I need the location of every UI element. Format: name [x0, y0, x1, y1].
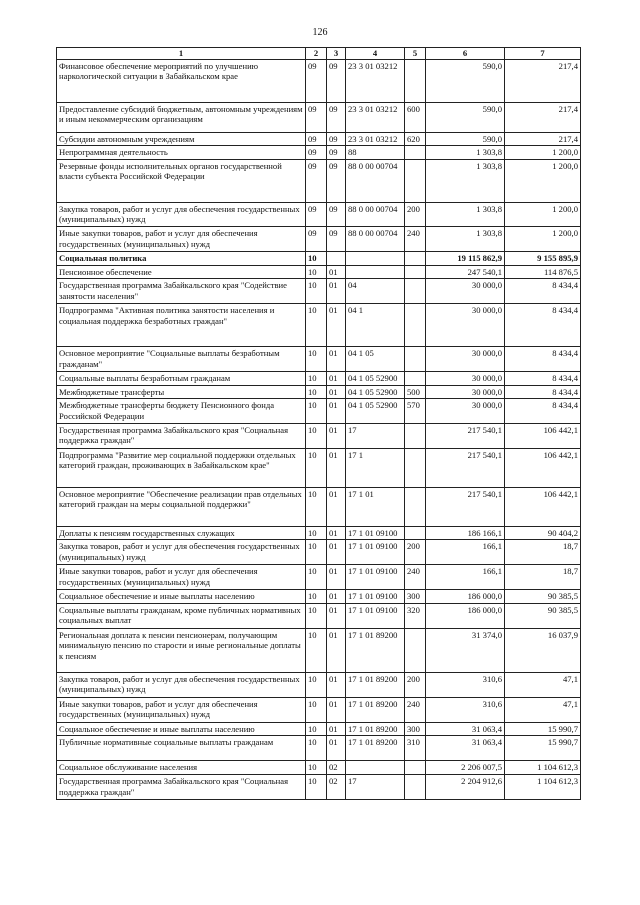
row-amount-executed-cell: 90 404,2	[505, 526, 581, 540]
row-amount-executed-cell: 1 200,0	[505, 202, 581, 226]
row-name-cell: Закупка товаров, работ и услуг для обеспечения государственных (муниципальных) нужд	[57, 672, 306, 697]
row-amount-plan-cell: 166,1	[426, 565, 505, 590]
row-name-cell: Региональная доплата к пенсии пенсионерам, получающим минимальную пенсию по старости и иные региональные доплаты к пенсиям	[57, 628, 306, 672]
table-row	[57, 697, 581, 722]
row-target-article-cell: 04 1 05 52900	[346, 399, 405, 423]
row-amount-plan-cell: 30 000,0	[426, 372, 505, 386]
row-expense-type-cell: 320	[405, 603, 426, 628]
row-expense-type-cell	[405, 347, 426, 372]
row-name-cell: Социальная политика	[57, 251, 306, 265]
row-amount-executed-cell: 106 442,1	[505, 487, 581, 526]
row-expense-type-cell: 620	[405, 132, 426, 146]
row-subsection-cell: 01	[327, 526, 346, 540]
row-section-cell: 10	[306, 423, 327, 448]
row-amount-plan-cell: 1 303,8	[426, 202, 505, 226]
table-row	[57, 102, 581, 132]
row-target-article-cell: 04 1 05 52900	[346, 372, 405, 386]
row-amount-plan-cell: 30 000,0	[426, 279, 505, 304]
row-expense-type-cell	[405, 372, 426, 386]
table-row	[57, 736, 581, 761]
row-amount-plan-cell: 31 063,4	[426, 736, 505, 761]
table-row	[57, 279, 581, 304]
row-amount-executed-cell: 8 434,4	[505, 399, 581, 423]
header-cell-6: 6	[426, 48, 505, 60]
row-subsection-cell: 01	[327, 736, 346, 761]
row-subsection-cell: 09	[327, 159, 346, 202]
table-row	[57, 159, 581, 202]
row-expense-type-cell: 600	[405, 102, 426, 132]
row-amount-plan-cell: 31 063,4	[426, 722, 505, 736]
table-row	[57, 59, 581, 102]
row-section-cell: 10	[306, 628, 327, 672]
row-name-cell: Социальные выплаты гражданам, кроме публичных нормативных социальных выплат	[57, 603, 306, 628]
row-expense-type-cell: 240	[405, 565, 426, 590]
row-name-cell: Резервные фонды исполнительных органов государственной власти субъекта Российской Федерации	[57, 159, 306, 202]
row-expense-type-cell	[405, 761, 426, 775]
row-expense-type-cell	[405, 628, 426, 672]
row-subsection-cell: 01	[327, 279, 346, 304]
row-amount-executed-cell: 114 876,5	[505, 265, 581, 279]
row-subsection-cell: 01	[327, 304, 346, 347]
row-expense-type-cell	[405, 304, 426, 347]
header-cell-3: 3	[327, 48, 346, 60]
row-expense-type-cell	[405, 526, 426, 540]
header-cell-4: 4	[346, 48, 405, 60]
row-expense-type-cell	[405, 279, 426, 304]
row-amount-executed-cell: 217,4	[505, 59, 581, 102]
row-subsection-cell: 01	[327, 265, 346, 279]
row-name-cell: Закупка товаров, работ и услуг для обеспечения государственных (муниципальных) нужд	[57, 540, 306, 565]
table-row	[57, 372, 581, 386]
row-section-cell: 10	[306, 399, 327, 423]
row-expense-type-cell	[405, 159, 426, 202]
row-amount-plan-cell: 19 115 862,9	[426, 251, 505, 265]
row-subsection-cell: 09	[327, 132, 346, 146]
row-expense-type-cell: 310	[405, 736, 426, 761]
row-target-article-cell: 17 1 01 89200	[346, 672, 405, 697]
row-name-cell: Социальное обслуживание населения	[57, 761, 306, 775]
row-section-cell: 09	[306, 226, 327, 251]
row-amount-plan-cell: 310,6	[426, 672, 505, 697]
row-section-cell: 10	[306, 722, 327, 736]
row-target-article-cell: 04 1 05	[346, 347, 405, 372]
row-amount-executed-cell: 47,1	[505, 697, 581, 722]
row-name-cell: Иные закупки товаров, работ и услуг для обеспечения государственных (муниципальных) нужд	[57, 565, 306, 590]
table-row	[57, 146, 581, 160]
row-amount-executed-cell: 47,1	[505, 672, 581, 697]
table-row	[57, 526, 581, 540]
row-subsection-cell: 01	[327, 722, 346, 736]
row-target-article-cell: 17 1 01 89200	[346, 628, 405, 672]
row-target-article-cell: 17 1 01 89200	[346, 736, 405, 761]
row-subsection-cell: 01	[327, 603, 346, 628]
row-name-cell: Доплаты к пенсиям государственных служащих	[57, 526, 306, 540]
row-section-cell: 10	[306, 540, 327, 565]
row-name-cell: Предоставление субсидий бюджетным, автономным учреждениям и иным некоммерческим организациям	[57, 102, 306, 132]
budget-table	[56, 47, 581, 800]
header-cell-1: 1	[57, 48, 306, 60]
row-section-cell: 10	[306, 736, 327, 761]
row-amount-executed-cell: 8 434,4	[505, 372, 581, 386]
table-row	[57, 590, 581, 604]
row-amount-executed-cell: 8 434,4	[505, 385, 581, 399]
table-row	[57, 385, 581, 399]
row-expense-type-cell: 300	[405, 722, 426, 736]
row-amount-plan-cell: 2 204 912,6	[426, 774, 505, 799]
row-name-cell: Основное мероприятие "Социальные выплаты безработным гражданам"	[57, 347, 306, 372]
row-amount-executed-cell: 18,7	[505, 540, 581, 565]
row-amount-plan-cell: 590,0	[426, 102, 505, 132]
row-amount-plan-cell: 30 000,0	[426, 399, 505, 423]
row-target-article-cell: 88 0 00 00704	[346, 159, 405, 202]
row-expense-type-cell	[405, 59, 426, 102]
row-section-cell: 10	[306, 590, 327, 604]
row-target-article-cell: 17 1 01 89200	[346, 697, 405, 722]
row-name-cell: Иные закупки товаров, работ и услуг для обеспечения государственных (муниципальных) нужд	[57, 697, 306, 722]
row-amount-plan-cell: 30 000,0	[426, 347, 505, 372]
table-row	[57, 132, 581, 146]
row-amount-plan-cell: 310,6	[426, 697, 505, 722]
row-section-cell: 10	[306, 526, 327, 540]
row-amount-plan-cell: 247 540,1	[426, 265, 505, 279]
row-expense-type-cell	[405, 774, 426, 799]
row-expense-type-cell	[405, 251, 426, 265]
row-name-cell: Публичные нормативные социальные выплаты гражданам	[57, 736, 306, 761]
row-section-cell: 10	[306, 347, 327, 372]
row-expense-type-cell	[405, 423, 426, 448]
row-section-cell: 10	[306, 761, 327, 775]
table-row	[57, 202, 581, 226]
table-row	[57, 672, 581, 697]
row-target-article-cell: 23 3 01 03212	[346, 102, 405, 132]
row-expense-type-cell: 200	[405, 202, 426, 226]
row-amount-plan-cell: 2 206 007,5	[426, 761, 505, 775]
row-amount-executed-cell: 16 037,9	[505, 628, 581, 672]
row-subsection-cell: 01	[327, 372, 346, 386]
row-target-article-cell: 17	[346, 774, 405, 799]
row-target-article-cell: 17 1 01	[346, 487, 405, 526]
row-expense-type-cell: 200	[405, 672, 426, 697]
row-name-cell: Государственная программа Забайкальского края "Содействие занятости населения"	[57, 279, 306, 304]
row-amount-plan-cell: 590,0	[426, 132, 505, 146]
row-section-cell: 09	[306, 146, 327, 160]
row-section-cell: 09	[306, 102, 327, 132]
page-number: 126	[312, 27, 328, 38]
row-subsection-cell: 09	[327, 59, 346, 102]
row-amount-plan-cell: 186 166,1	[426, 526, 505, 540]
row-section-cell: 10	[306, 265, 327, 279]
header-cell-7: 7	[505, 48, 581, 60]
row-amount-plan-cell: 30 000,0	[426, 385, 505, 399]
row-target-article-cell	[346, 265, 405, 279]
row-amount-plan-cell: 30 000,0	[426, 304, 505, 347]
row-name-cell: Государственная программа Забайкальского края "Социальная поддержка граждан"	[57, 774, 306, 799]
row-target-article-cell: 88 0 00 00704	[346, 226, 405, 251]
row-amount-executed-cell: 1 104 612,3	[505, 761, 581, 775]
row-subsection-cell: 01	[327, 628, 346, 672]
table-row	[57, 722, 581, 736]
table-row	[57, 251, 581, 265]
row-expense-type-cell: 500	[405, 385, 426, 399]
row-amount-executed-cell: 90 385,5	[505, 590, 581, 604]
row-expense-type-cell	[405, 146, 426, 160]
row-target-article-cell: 04 1	[346, 304, 405, 347]
table-row	[57, 304, 581, 347]
row-amount-plan-cell: 1 303,8	[426, 146, 505, 160]
row-expense-type-cell	[405, 448, 426, 487]
row-name-cell: Непрограммная деятельность	[57, 146, 306, 160]
row-subsection-cell: 01	[327, 399, 346, 423]
row-amount-executed-cell: 8 434,4	[505, 304, 581, 347]
table-row	[57, 774, 581, 799]
row-expense-type-cell: 570	[405, 399, 426, 423]
row-subsection-cell: 01	[327, 697, 346, 722]
row-amount-executed-cell: 8 434,4	[505, 347, 581, 372]
row-amount-plan-cell: 1 303,8	[426, 159, 505, 202]
row-amount-plan-cell: 186 000,0	[426, 603, 505, 628]
table-row	[57, 423, 581, 448]
row-amount-plan-cell: 31 374,0	[426, 628, 505, 672]
row-target-article-cell: 17 1 01 09100	[346, 603, 405, 628]
row-target-article-cell: 17 1 01 09100	[346, 540, 405, 565]
row-name-cell: Пенсионное обеспечение	[57, 265, 306, 279]
row-amount-executed-cell: 8 434,4	[505, 279, 581, 304]
row-subsection-cell: 01	[327, 347, 346, 372]
row-target-article-cell: 88	[346, 146, 405, 160]
row-subsection-cell: 01	[327, 423, 346, 448]
table-row	[57, 265, 581, 279]
row-amount-executed-cell: 106 442,1	[505, 448, 581, 487]
row-name-cell: Финансовое обеспечение мероприятий по улучшению наркологической ситуации в Забайкальском крае	[57, 59, 306, 102]
row-target-article-cell: 88 0 00 00704	[346, 202, 405, 226]
row-amount-plan-cell: 166,1	[426, 540, 505, 565]
row-section-cell: 10	[306, 565, 327, 590]
row-amount-plan-cell: 217 540,1	[426, 448, 505, 487]
row-target-article-cell: 17 1	[346, 448, 405, 487]
row-section-cell: 09	[306, 202, 327, 226]
row-amount-plan-cell: 217 540,1	[426, 423, 505, 448]
row-expense-type-cell: 240	[405, 226, 426, 251]
row-name-cell: Подпрограмма "Развитие мер социальной поддержки отдельных категорий граждан, проживающих в Забайкальском крае"	[57, 448, 306, 487]
row-name-cell: Государственная программа Забайкальского края "Социальная поддержка граждан"	[57, 423, 306, 448]
row-target-article-cell: 17 1 01 09100	[346, 526, 405, 540]
row-target-article-cell: 17 1 01 89200	[346, 722, 405, 736]
row-amount-plan-cell: 1 303,8	[426, 226, 505, 251]
row-target-article-cell	[346, 251, 405, 265]
table-row	[57, 487, 581, 526]
row-amount-executed-cell: 106 442,1	[505, 423, 581, 448]
table-row	[57, 448, 581, 487]
row-section-cell: 09	[306, 132, 327, 146]
row-name-cell: Межбюджетные трансферты бюджету Пенсионного фонда Российской Федерации	[57, 399, 306, 423]
row-section-cell: 10	[306, 487, 327, 526]
row-section-cell: 10	[306, 251, 327, 265]
table-row	[57, 628, 581, 672]
row-amount-plan-cell: 590,0	[426, 59, 505, 102]
row-name-cell: Подпрограмма "Активная политика занятости населения и социальная поддержка безработных граждан"	[57, 304, 306, 347]
row-section-cell: 10	[306, 372, 327, 386]
row-section-cell: 10	[306, 697, 327, 722]
row-subsection-cell: 02	[327, 774, 346, 799]
row-section-cell: 10	[306, 603, 327, 628]
row-amount-executed-cell: 1 200,0	[505, 159, 581, 202]
row-target-article-cell: 17 1 01 09100	[346, 565, 405, 590]
row-expense-type-cell	[405, 487, 426, 526]
row-name-cell: Социальное обеспечение и иные выплаты населению	[57, 722, 306, 736]
row-target-article-cell: 17 1 01 09100	[346, 590, 405, 604]
table-header-row	[57, 48, 581, 60]
row-subsection-cell: 09	[327, 226, 346, 251]
row-amount-executed-cell: 1 200,0	[505, 146, 581, 160]
row-expense-type-cell: 240	[405, 697, 426, 722]
row-amount-executed-cell: 1 200,0	[505, 226, 581, 251]
table-row	[57, 761, 581, 775]
row-target-article-cell: 17	[346, 423, 405, 448]
row-subsection-cell	[327, 251, 346, 265]
row-subsection-cell: 01	[327, 672, 346, 697]
row-name-cell: Социальное обеспечение и иные выплаты населению	[57, 590, 306, 604]
row-subsection-cell: 09	[327, 146, 346, 160]
row-subsection-cell: 02	[327, 761, 346, 775]
budget-table-body	[57, 48, 581, 800]
row-amount-executed-cell: 1 104 612,3	[505, 774, 581, 799]
row-target-article-cell: 23 3 01 03212	[346, 59, 405, 102]
row-subsection-cell: 09	[327, 102, 346, 132]
header-cell-5: 5	[405, 48, 426, 60]
table-row	[57, 226, 581, 251]
row-subsection-cell: 01	[327, 385, 346, 399]
row-target-article-cell: 23 3 01 03212	[346, 132, 405, 146]
row-amount-executed-cell: 15 990,7	[505, 736, 581, 761]
row-amount-executed-cell: 9 155 895,9	[505, 251, 581, 265]
row-name-cell: Межбюджетные трансферты	[57, 385, 306, 399]
row-target-article-cell	[346, 761, 405, 775]
row-expense-type-cell: 300	[405, 590, 426, 604]
row-expense-type-cell: 200	[405, 540, 426, 565]
row-name-cell: Социальные выплаты безработным гражданам	[57, 372, 306, 386]
table-row	[57, 540, 581, 565]
table-row	[57, 347, 581, 372]
row-amount-executed-cell: 90 385,5	[505, 603, 581, 628]
table-row	[57, 399, 581, 423]
row-section-cell: 10	[306, 385, 327, 399]
header-cell-2: 2	[306, 48, 327, 60]
row-subsection-cell: 01	[327, 590, 346, 604]
row-amount-plan-cell: 217 540,1	[426, 487, 505, 526]
row-section-cell: 09	[306, 159, 327, 202]
row-amount-executed-cell: 15 990,7	[505, 722, 581, 736]
row-subsection-cell: 01	[327, 565, 346, 590]
row-subsection-cell: 01	[327, 540, 346, 565]
row-name-cell: Иные закупки товаров, работ и услуг для обеспечения государственных (муниципальных) нужд	[57, 226, 306, 251]
row-name-cell: Основное мероприятие "Обеспечение реализации прав отдельных категорий граждан на меры социальной поддержки"	[57, 487, 306, 526]
row-amount-executed-cell: 217,4	[505, 102, 581, 132]
row-name-cell: Субсидии автономным учреждениям	[57, 132, 306, 146]
row-name-cell: Закупка товаров, работ и услуг для обеспечения государственных (муниципальных) нужд	[57, 202, 306, 226]
row-amount-executed-cell: 18,7	[505, 565, 581, 590]
row-expense-type-cell	[405, 265, 426, 279]
row-section-cell: 10	[306, 448, 327, 487]
row-section-cell: 10	[306, 304, 327, 347]
table-row	[57, 565, 581, 590]
row-section-cell: 10	[306, 774, 327, 799]
row-target-article-cell: 04	[346, 279, 405, 304]
row-amount-plan-cell: 186 000,0	[426, 590, 505, 604]
row-amount-executed-cell: 217,4	[505, 132, 581, 146]
row-subsection-cell: 01	[327, 487, 346, 526]
row-section-cell: 10	[306, 279, 327, 304]
row-subsection-cell: 09	[327, 202, 346, 226]
row-section-cell: 09	[306, 59, 327, 102]
row-target-article-cell: 04 1 05 52900	[346, 385, 405, 399]
row-section-cell: 10	[306, 672, 327, 697]
table-row	[57, 603, 581, 628]
row-subsection-cell: 01	[327, 448, 346, 487]
